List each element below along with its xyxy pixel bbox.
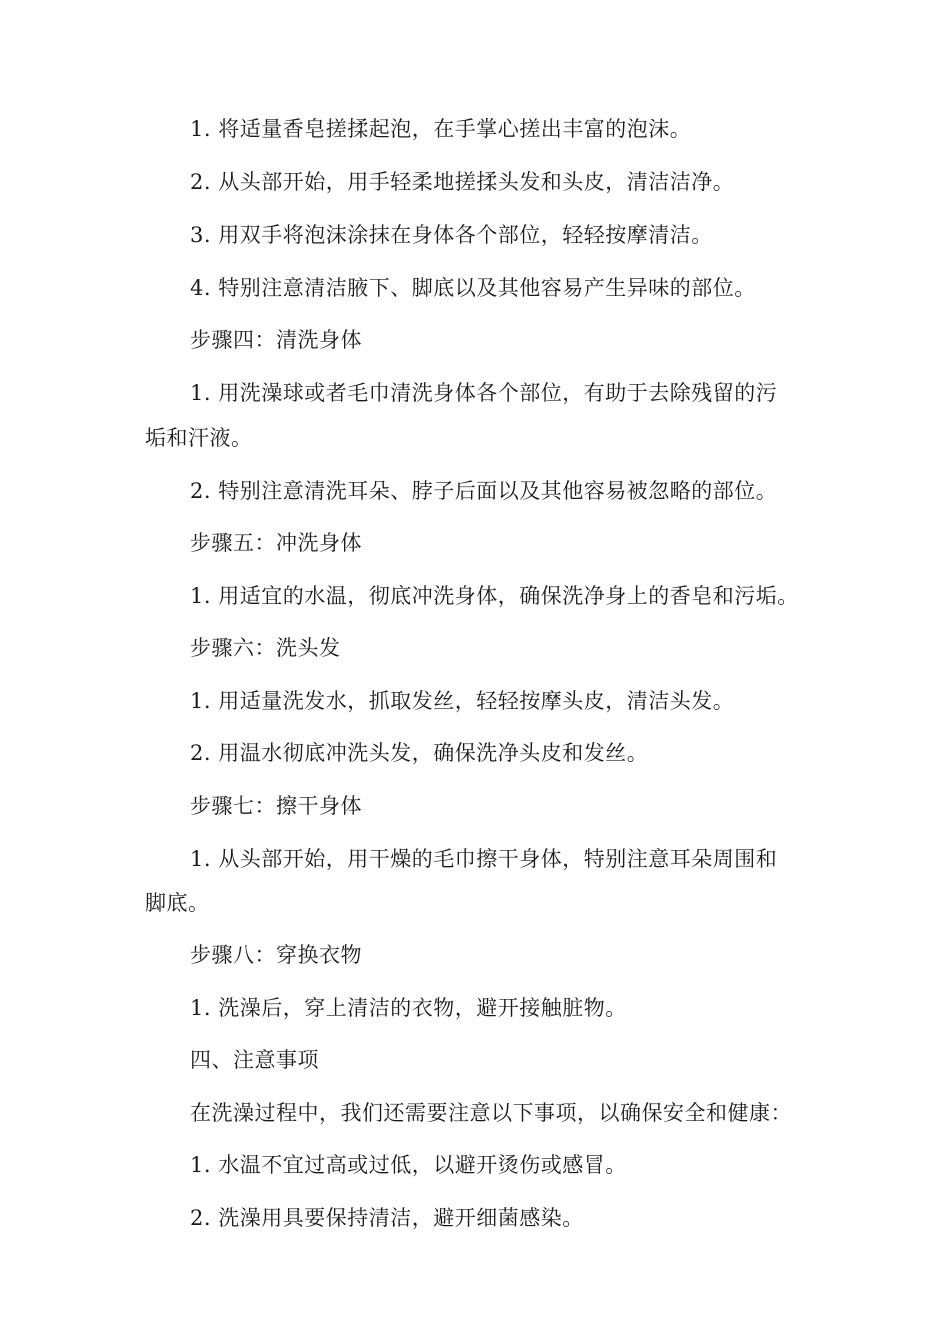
paragraph-water-temperature: 1. 水温不宜过高或过低，以避开烫伤或感冒。 [190,1153,627,1177]
step-heading-7: 步骤七：擦干身体 [190,794,362,818]
step-heading-4: 步骤四：清洗身体 [190,328,362,352]
paragraph-clean-clothes: 1. 洗澡后，穿上清洁的衣物，避开接触脏物。 [190,996,627,1020]
paragraph-towel-dry-continued: 脚底。 [145,891,210,915]
paragraph-towel-dry: 1. 从头部开始，用干燥的毛巾擦干身体，特别注意耳朵周围和 [190,847,778,871]
paragraph-armpits-feet: 4. 特别注意清洁腋下、脚底以及其他容易产生异味的部位。 [190,276,756,300]
section-heading-precautions: 四、注意事项 [190,1048,319,1072]
paragraph-wash-head: 2. 从头部开始，用手轻柔地搓揉头发和头皮，清洁洁净。 [190,170,735,194]
paragraph-rinse-hair: 2. 用温水彻底冲洗头发，确保洗净头皮和发丝。 [190,741,649,765]
paragraph-clean-tools: 2. 洗澡用具要保持清洁，避开细菌感染。 [190,1206,584,1230]
step-heading-5: 步骤五：冲洗身体 [190,531,362,555]
step-heading-8: 步骤八：穿换衣物 [190,943,362,967]
paragraph-shampoo: 1. 用适量洗发水，抓取发丝，轻轻按摩头皮，清洁头发。 [190,689,735,713]
paragraph-soap-lather: 1. 将适量香皂搓揉起泡，在手掌心搓出丰富的泡沫。 [190,117,692,141]
paragraph-ears-neck: 2. 特别注意清洗耳朵、脖子后面以及其他容易被忽略的部位。 [190,479,778,503]
step-heading-6: 步骤六：洗头发 [190,636,341,660]
paragraph-apply-foam: 3. 用双手将泡沫涂抹在身体各个部位，轻轻按摩清洁。 [190,223,713,247]
paragraph-scrub-body-continued: 垢和汗液。 [145,426,253,450]
paragraph-precautions-intro: 在洗澡过程中，我们还需要注意以下事项，以确保安全和健康： [190,1101,792,1125]
paragraph-rinse-body: 1. 用适宜的水温，彻底冲洗身体，确保洗净身上的香皂和污垢。 [190,584,799,608]
paragraph-scrub-body: 1. 用洗澡球或者毛巾清洗身体各个部位，有助于去除残留的污 [190,381,778,405]
